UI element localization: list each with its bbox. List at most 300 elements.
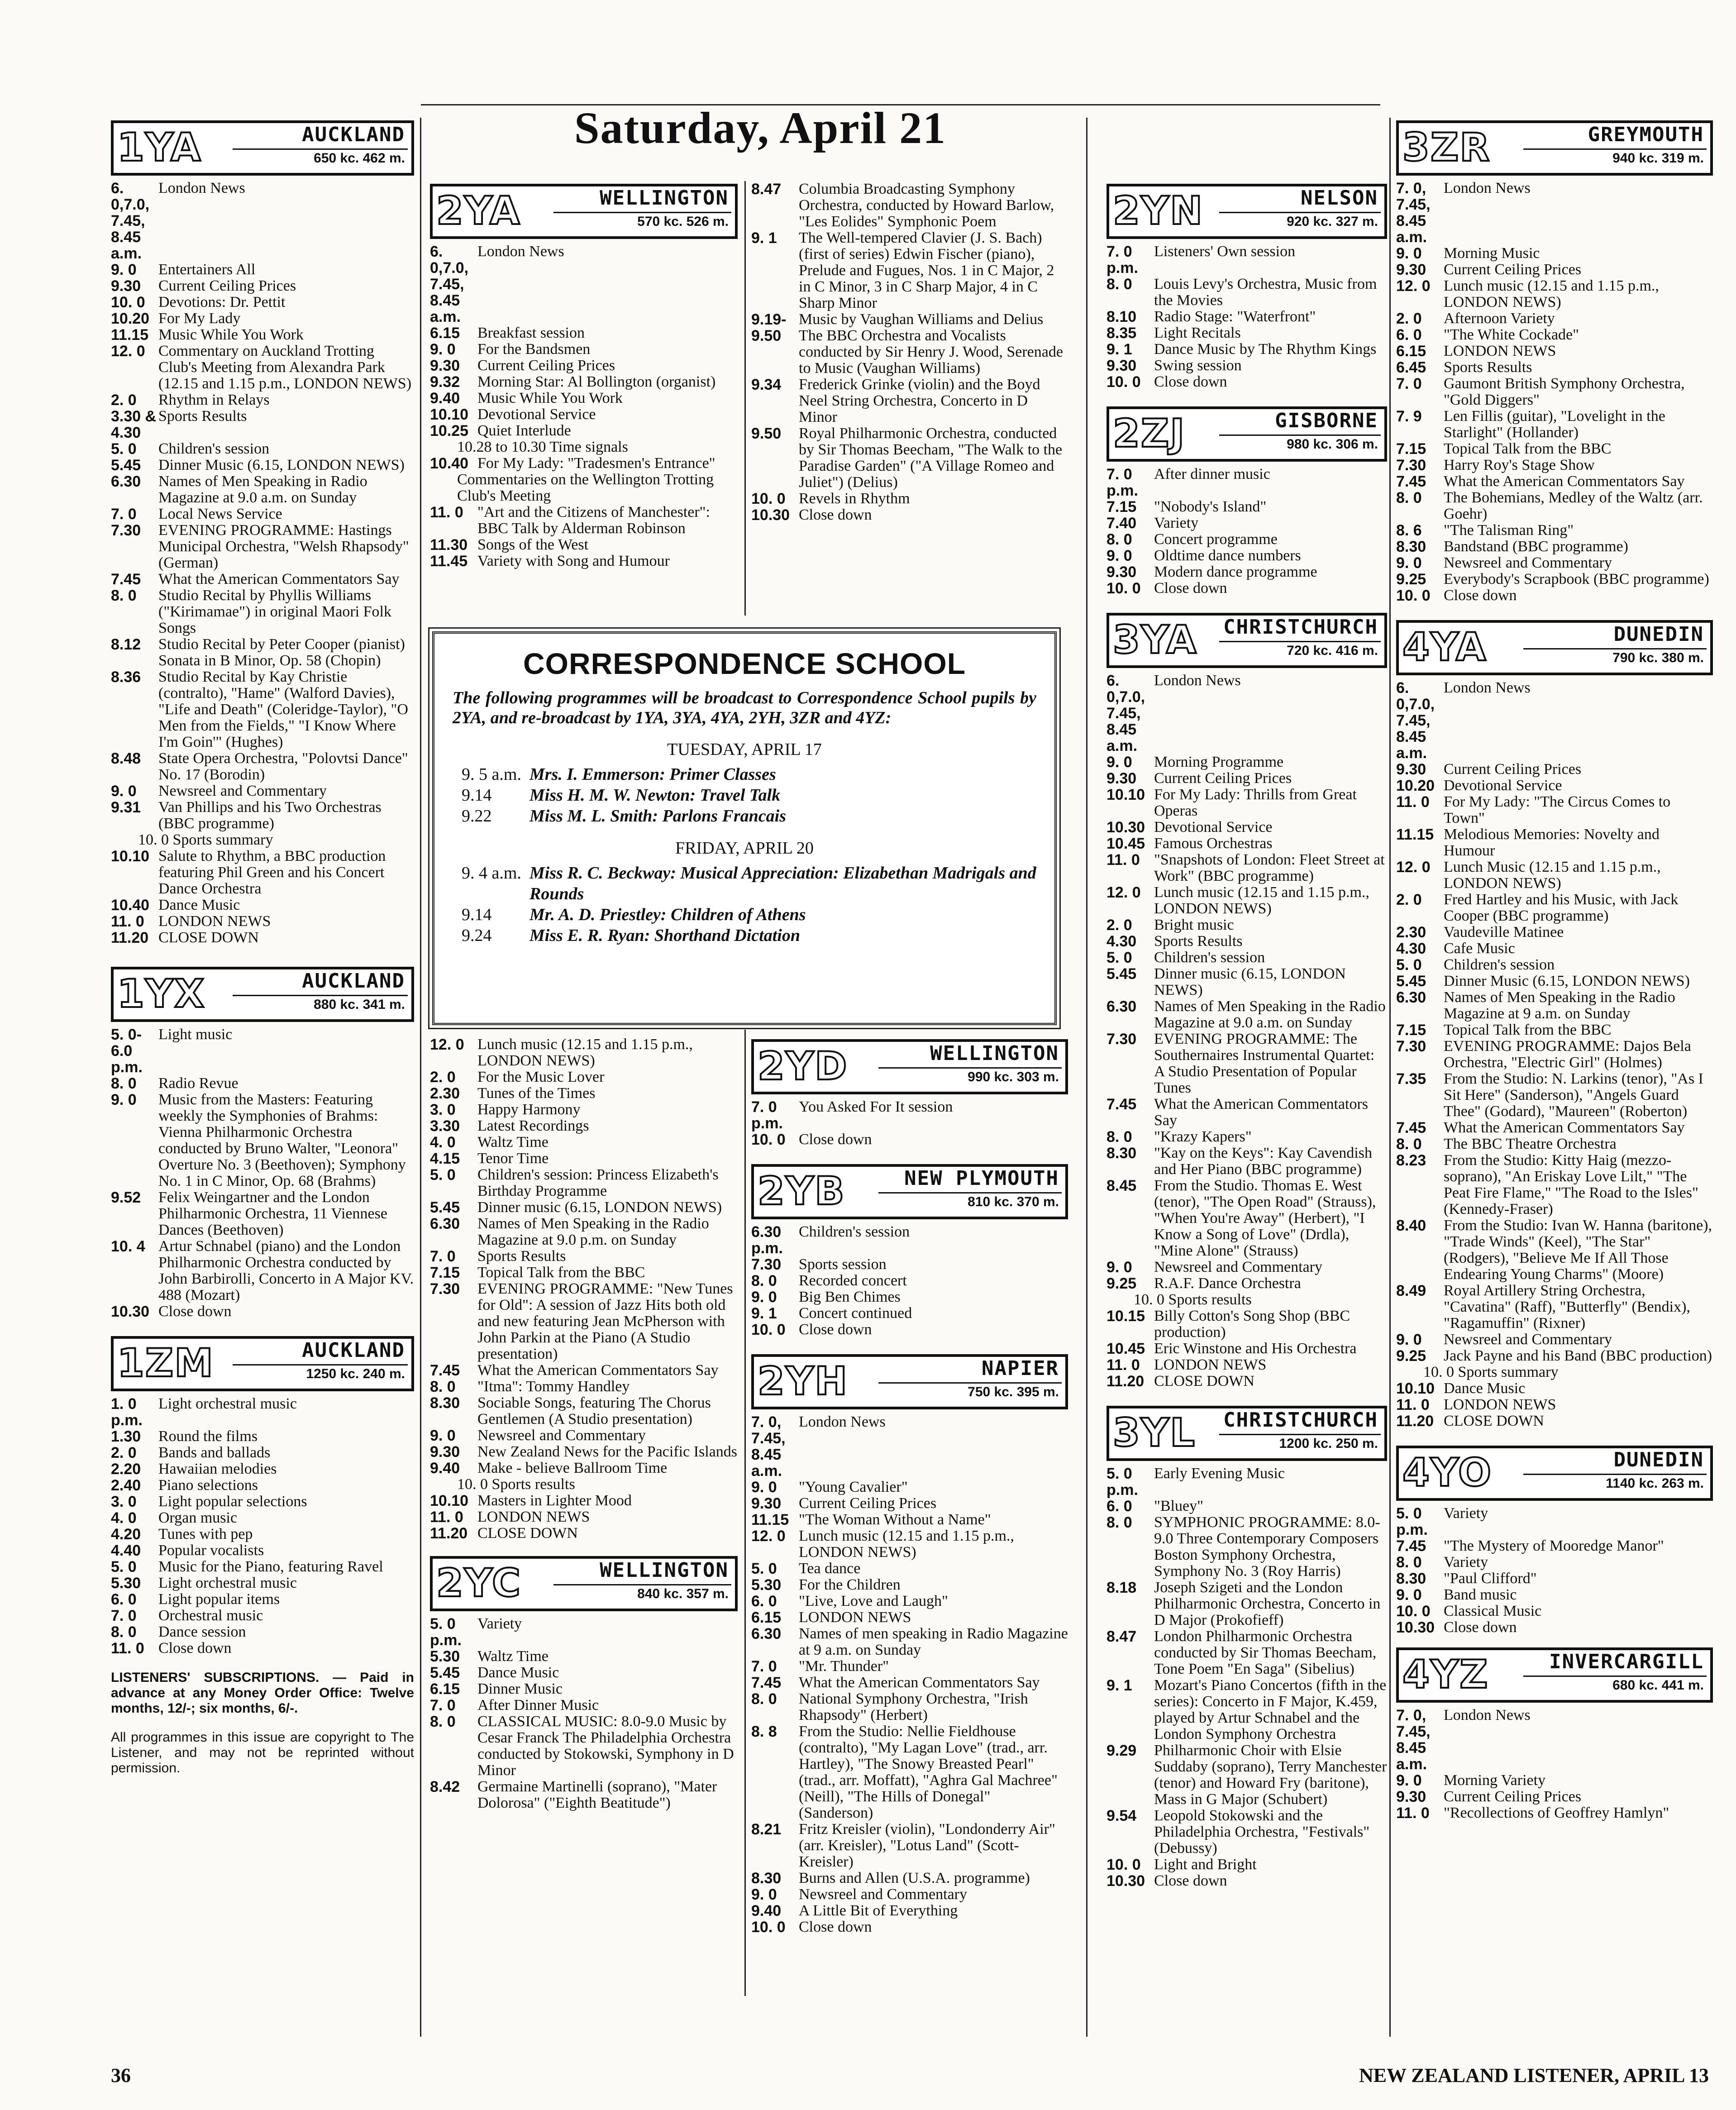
programme-time: 8.10 <box>1106 308 1137 325</box>
column-rule <box>744 1030 746 1996</box>
programme-description: Leopold Stokowski and the Philadelphia Orchestra, "Festivals" (Debussy) <box>1154 1807 1370 1857</box>
programme-time: 6.30 <box>430 1215 460 1232</box>
programme-item <box>111 343 414 392</box>
programme-item <box>430 1036 738 1069</box>
programme-description: Variety <box>477 1615 522 1632</box>
programme-time: 9.40 <box>430 1460 460 1477</box>
header-rule <box>1219 641 1381 642</box>
programme-time: 7.45 <box>1396 1119 1426 1136</box>
programme-time: 9. 1 <box>1106 341 1132 358</box>
programme-item <box>111 897 414 913</box>
programme-description: Morning Programme <box>1154 754 1284 770</box>
station-frequency: 810 kc. 370 m. <box>968 1194 1059 1209</box>
programme-item <box>111 392 414 408</box>
station-city: AUCKLAND <box>302 123 405 146</box>
programme-time: 10.10 <box>1106 786 1145 803</box>
header-rule <box>1219 434 1381 436</box>
programme-item <box>111 1445 414 1461</box>
programme-item <box>1396 1038 1713 1071</box>
programme-item <box>111 750 414 783</box>
station-2yn <box>1106 184 1387 390</box>
programme-item <box>751 1821 1068 1870</box>
programme-description: Dance Music by The Rhythm Kings <box>1154 341 1377 358</box>
programme-item <box>1106 754 1387 770</box>
programme-item <box>111 1477 414 1494</box>
programme-description: Children's session <box>1444 956 1555 973</box>
programme-time: 4. 0 <box>430 1134 456 1151</box>
programme-time: 6. 0,7.0, 7.45, 8.45 a.m. <box>111 180 150 262</box>
programme-item <box>751 1577 1068 1593</box>
programme-description: Louis Levy's Orchestra, Music from the Movies <box>1154 276 1377 309</box>
programme-time: 4.15 <box>430 1150 460 1167</box>
station-frequency: 1250 kc. 240 m. <box>306 1366 405 1381</box>
programme-description: For the Music Lover <box>477 1069 605 1085</box>
programme-time: 11. 0 <box>430 504 463 521</box>
programme-description: R.A.F. Dance Orchestra <box>1154 1275 1301 1292</box>
programme-description: What the American Commentators Say <box>1154 1096 1369 1129</box>
programme-time: 12. 0 <box>1396 277 1431 295</box>
programme-time: 7. 9 <box>1396 408 1422 425</box>
publication-line: NEW ZEALAND LISTENER, APRIL 13 <box>1359 2064 1709 2086</box>
station-1yx <box>111 967 414 1320</box>
programme-time: 10. 0 <box>751 1131 786 1148</box>
station-2ya <box>430 184 738 569</box>
programme-item <box>430 1379 738 1395</box>
column-1 <box>111 118 414 1776</box>
programme-time: 7.15 <box>1106 498 1137 516</box>
programme-item <box>751 1593 1068 1609</box>
programme-time: 4.30 <box>1396 940 1426 957</box>
programme-time: 8.30 <box>1396 538 1426 555</box>
station-call-sign: 3ZR <box>1402 125 1491 170</box>
programme-item <box>430 1460 738 1476</box>
programme-time: 9.40 <box>751 1902 782 1919</box>
programme-item <box>111 457 414 473</box>
programme-description: Revels in Rhythm <box>799 490 910 507</box>
programme-description: "The Talisman Ring" <box>1444 522 1574 539</box>
programme-time: 8. 6 <box>1396 522 1422 539</box>
correspondence-school-box <box>432 631 1057 1025</box>
programme-item <box>1106 1096 1387 1129</box>
programme-description: Piano selections <box>158 1477 258 1494</box>
programme-description: Music by Vaughan Williams and Delius The BBC Orchestra and Vocalists conducted by Sir Henry J. Wood, Serenade to Music (Vaughan Williams) <box>799 311 1063 377</box>
station-frequency: 790 kc. 380 m. <box>1612 650 1704 665</box>
station-2ya-continued <box>430 1036 738 1542</box>
programme-description: A Little Bit of Everything <box>799 1902 958 1919</box>
programme-item <box>1106 358 1387 374</box>
programme-time: 9.30 <box>1106 357 1137 374</box>
programme-description: National Symphony Orchestra, "Irish Rhapsody" (Herbert) <box>799 1690 1028 1723</box>
programme-item <box>751 1675 1068 1691</box>
programme-item <box>111 1303 414 1320</box>
programme-item <box>111 1238 414 1303</box>
programme-time: 11. 0 <box>1106 1356 1140 1374</box>
programme-description: Music for the Piano, featuring Ravel <box>158 1558 383 1575</box>
station-header <box>1106 613 1387 668</box>
programme-item <box>430 1134 738 1150</box>
station-city: GREYMOUTH <box>1588 123 1704 146</box>
programme-time: 10. 0 <box>751 490 786 507</box>
programme-description: Newsreel and Commentary <box>158 783 327 799</box>
programme-description: Children's session: Princess Elizabeth's Birthday Programme <box>477 1166 719 1199</box>
programme-time: 9.40 <box>430 390 460 407</box>
programme-item <box>111 294 414 310</box>
programme-description: Tea dance <box>799 1560 861 1577</box>
station-2zj <box>1106 406 1387 597</box>
programme-description: Lunch music (12.15 and 1.15 p.m., LONDON NEWS) <box>799 1528 1014 1561</box>
station-call-sign: 4YA <box>1402 625 1487 670</box>
programme-description: Songs of the West <box>477 536 589 553</box>
station-2yb <box>751 1164 1068 1338</box>
programme-time: 2. 0 <box>1396 891 1422 908</box>
programme-description: Vaudeville Matinee <box>1444 924 1564 940</box>
programme-description: Recorded concert <box>799 1272 907 1289</box>
programme-time: 8. 0 <box>111 1075 137 1092</box>
programme-item <box>111 278 414 294</box>
programme-description: Names of men speaking in Radio Magazine at 9 a.m. on Sunday <box>799 1625 1068 1658</box>
programme-item <box>751 1919 1068 1935</box>
programme-item <box>751 1626 1068 1658</box>
programme-description: Light music <box>158 1026 233 1043</box>
programme-description: Hawaiian melodies <box>158 1461 277 1477</box>
programme-description: Modern dance programme <box>1154 563 1317 580</box>
programme-description: Close down <box>1154 580 1227 597</box>
programme-description: Light orchestral music <box>158 1575 297 1591</box>
programme-description: What the American Commentators Say <box>799 1674 1040 1691</box>
programme-item <box>430 1069 738 1085</box>
programme-description: Everybody's Scrapbook (BBC programme) <box>1444 571 1709 587</box>
programme-description: London News <box>1444 679 1531 696</box>
programme-description: For the Bandsmen <box>477 341 591 358</box>
programme-description: "Itma": Tommy Handley <box>477 1378 630 1395</box>
programme-description: Fred Hartley and his Music, with Jack Cooper (BBC programme) <box>1444 891 1679 924</box>
programme-time: 5.30 <box>111 1575 141 1592</box>
programme-item <box>430 406 738 423</box>
programme-time: 11.15 <box>111 326 149 344</box>
programme-description: Columbia Broadcasting Symphony Orchestra, conducted by Howard Barlow, "Les Eolides" Symphonic Poem <box>799 181 1054 230</box>
programme-item <box>430 1493 738 1509</box>
column-rule <box>744 181 746 616</box>
programme-time: 11.20 <box>430 1525 468 1542</box>
programme-item <box>430 423 738 439</box>
programme-time: 11. 0 <box>1396 1396 1430 1413</box>
programme-description: Len Fillis (guitar), "Lovelight in the Starlight" (Hollander) <box>1444 408 1665 441</box>
programme-item <box>1106 1292 1387 1308</box>
station-call-sign: 3YA <box>1113 617 1197 663</box>
programme-time: 9. 0 <box>1396 1586 1422 1604</box>
programme-item <box>111 1396 414 1428</box>
programme-time: 7. 0 p.m. <box>1106 466 1138 499</box>
programme-time: 5. 0 <box>111 1558 137 1575</box>
programme-description: Philharmonic Choir with Elsie Suddaby (soprano), Terry Manchester (tenor) and Howard Fry (baritone), Mass in G Major (Schubert) <box>1154 1742 1387 1808</box>
programme-time: 9. 0 <box>111 261 137 278</box>
programme-item <box>1396 539 1713 555</box>
programme-time: 6.30 <box>751 1625 782 1642</box>
station-call-sign: 2YB <box>758 1169 845 1214</box>
programme-description: Newsreel and Commentary <box>1444 1331 1612 1348</box>
station-city: INVERCARGILL <box>1549 1650 1704 1673</box>
programme-description: For the Children <box>799 1576 901 1593</box>
programme-time: 8.30 <box>1106 1145 1137 1162</box>
programme-description: Rhythm in Relays <box>158 391 270 408</box>
programme-item <box>1106 564 1387 580</box>
programme-item <box>111 1624 414 1640</box>
programme-description: Lunch music (12.15 and 1.15 p.m., LONDON NEWS) <box>1444 277 1659 310</box>
programme-item <box>430 1199 738 1216</box>
programme-item <box>430 504 738 537</box>
programme-time: 8.45 <box>1106 1177 1137 1194</box>
programme-time: 8.36 <box>111 668 141 686</box>
header-rule <box>233 148 408 150</box>
programme-item <box>1396 973 1713 989</box>
programme-item <box>751 377 1068 425</box>
programme-item <box>1106 499 1387 515</box>
programme-time: 7. 0 <box>111 1607 137 1624</box>
programme-time: 11. 0 <box>111 1640 144 1657</box>
programme-description: Newsreel and Commentary <box>1444 554 1612 571</box>
programme-description: Light Recitals <box>1154 325 1241 341</box>
programme-time: 9.30 <box>751 1495 782 1512</box>
header-rule <box>553 1584 731 1585</box>
programme-description: Current Ceiling Prices <box>477 357 615 374</box>
programme-item <box>751 1886 1068 1903</box>
programme-item <box>430 1102 738 1118</box>
column-3-lower <box>751 1036 1068 1935</box>
programme-item <box>111 636 414 669</box>
programme-item <box>1106 950 1387 966</box>
programme-item <box>1396 1789 1713 1805</box>
programme-description: London News <box>799 1413 886 1430</box>
programme-time: 4.30 <box>1106 933 1137 950</box>
programme-time: 8.30 <box>430 1394 460 1412</box>
station-city: WELLINGTON <box>600 186 729 210</box>
programme-item <box>751 491 1068 507</box>
programme-item <box>1106 309 1387 325</box>
programme-time: 9. 1 <box>751 229 777 247</box>
programme-description: Current Ceiling Prices <box>1444 1788 1582 1805</box>
programme-item <box>751 181 1068 230</box>
programme-time: 10.30 <box>1106 1872 1145 1890</box>
programme-item <box>111 522 414 571</box>
station-2yc <box>430 1556 738 1811</box>
programme-item <box>430 1216 738 1248</box>
correspondence-item <box>434 764 1054 785</box>
programme-item <box>111 1542 414 1559</box>
programme-item <box>1106 1308 1387 1341</box>
programme-time: 11.30 <box>430 536 468 554</box>
programme-item <box>430 243 738 325</box>
programme-item <box>1396 1805 1713 1821</box>
correspondence-time: 9. 4 a.m. <box>462 864 521 883</box>
programme-description: Studio Recital by Phyllis Williams ("Kirimamae") in original Maori Folk Songs <box>158 587 391 636</box>
programme-item <box>1396 1120 1713 1136</box>
programme-item <box>751 1723 1068 1821</box>
programme-item <box>430 1150 738 1167</box>
station-3zr <box>1396 120 1713 604</box>
programme-time: 10. 4 <box>111 1238 145 1255</box>
programme-description: Morning Music <box>1444 245 1540 262</box>
programme-item <box>1396 343 1713 359</box>
programme-description: Tenor Time <box>477 1150 549 1167</box>
programme-item <box>111 1075 414 1092</box>
programme-item <box>111 1494 414 1510</box>
programme-time: 8.42 <box>430 1778 460 1795</box>
programme-time: 9.30 <box>430 357 460 374</box>
programme-description: Light popular selections <box>158 1493 307 1510</box>
programme-time: 9.25 <box>1106 1275 1137 1292</box>
programme-description: London News <box>477 243 564 260</box>
correspondence-item <box>434 785 1054 806</box>
programme-description: Devotions: Dr. Pettit <box>158 294 286 310</box>
programme-time: 5.30 <box>430 1648 460 1665</box>
station-call-sign: 2YH <box>758 1359 849 1404</box>
programme-item <box>111 930 414 946</box>
programme-time: 8. 0 <box>1396 1554 1422 1571</box>
programme-time: 10. 0 <box>111 294 145 311</box>
station-header <box>751 1164 1068 1219</box>
programme-description: The BBC Theatre Orchestra <box>1444 1136 1617 1152</box>
programme-description: Quiet Interlude <box>477 422 571 439</box>
programme-item <box>751 507 1068 523</box>
station-call-sign: 4YO <box>1402 1450 1493 1495</box>
programme-description: Famous Orchestras <box>1154 835 1273 852</box>
programme-time: 9. 1 <box>1106 1677 1132 1694</box>
programme-item <box>1396 262 1713 278</box>
programme-time: 8.18 <box>1106 1579 1137 1596</box>
programme-item <box>1396 859 1713 892</box>
programme-description: Local News Service <box>158 506 282 522</box>
station-header <box>111 967 414 1022</box>
programme-item <box>430 1362 738 1379</box>
header-rule <box>233 995 408 996</box>
programme-item <box>1396 522 1713 539</box>
programme-description: Royal Artillery String Orchestra, "Cavatina" (Raff), "Butterfly" (Bendix), "Ragamuffin" (Rixner) <box>1444 1282 1690 1332</box>
programme-description: Eric Winstone and His Orchestra <box>1154 1340 1357 1357</box>
programme-item <box>1396 327 1713 343</box>
programme-item <box>1106 580 1387 597</box>
programme-time: 9. 0 <box>1106 754 1132 771</box>
column-2-lower <box>430 1036 738 1811</box>
programme-description: CLASSICAL MUSIC: 8.0-9.0 Music by Cesar Franck The Philadelphia Orchestra conducted by Stokowski, Symphony in D Minor <box>477 1713 734 1779</box>
programme-time: 1.30 <box>111 1428 141 1445</box>
programme-description: Children's session <box>1154 949 1265 966</box>
programme-item <box>111 262 414 278</box>
programme-description: Radio Stage: "Waterfront" <box>1154 308 1316 325</box>
programme-description: Burns and Allen (U.S.A. programme) <box>799 1870 1030 1886</box>
programme-time: 8.49 <box>1396 1282 1426 1299</box>
programme-time: 9. 0 <box>751 1479 777 1496</box>
programme-description: London News <box>1154 672 1241 689</box>
programme-description: "Snapshots of London: Fleet Street at Work" (BBC programme) <box>1154 851 1385 884</box>
station-city: NELSON <box>1301 186 1378 210</box>
programme-time: 9. 0 <box>751 1289 777 1306</box>
programme-time: 6.15 <box>751 1609 782 1626</box>
programme-time: 1. 0 p.m. <box>111 1395 143 1429</box>
station-header <box>1106 406 1387 462</box>
programme-description: Germaine Martinelli (soprano), "Mater Dolorosa" ("Eighth Beatitude") <box>477 1778 717 1811</box>
programme-description: Waltz Time <box>477 1134 548 1150</box>
programme-time: 7.15 <box>430 1264 460 1281</box>
programme-description: Oldtime dance numbers <box>1154 547 1301 564</box>
programme-item <box>111 1189 414 1238</box>
station-2yh <box>751 1354 1068 1935</box>
programme-time: 5. 0 p.m. <box>430 1615 462 1649</box>
programme-time: 10.45 <box>1106 835 1145 852</box>
station-frequency: 920 kc. 327 m. <box>1287 214 1378 229</box>
programme-time: 11.45 <box>430 553 468 570</box>
programme-time: 12. 0 <box>1106 884 1141 901</box>
programme-item <box>1396 794 1713 826</box>
programme-item <box>1106 998 1387 1031</box>
programme-description: Dance session <box>158 1623 246 1640</box>
programme-description: LONDON NEWS <box>1154 1356 1267 1373</box>
programme-description: Bright music <box>1154 917 1234 933</box>
programme-time: 10. 0 <box>1396 587 1431 604</box>
programme-time: 10. 0 <box>1106 580 1141 597</box>
programme-time: 9.34 <box>751 376 782 393</box>
correspondence-item <box>434 806 1054 826</box>
programme-time: 6.30 <box>1396 989 1426 1006</box>
station-header <box>1396 620 1713 675</box>
programme-description: Close down <box>1444 1619 1517 1636</box>
programme-item <box>430 537 738 553</box>
programme-item <box>430 358 738 374</box>
programme-item <box>111 1559 414 1575</box>
station-city: AUCKLAND <box>302 1339 405 1362</box>
programme-description: For My Lady <box>158 310 241 327</box>
programme-time: 6.30 p.m. <box>751 1223 783 1257</box>
programme-time: 10.15 <box>1106 1308 1145 1325</box>
programme-description: Sports Results <box>1444 359 1532 376</box>
programme-time: 5.45 <box>430 1199 460 1216</box>
programme-item <box>111 913 414 930</box>
programme-description: Names of Men Speaking in the Radio Magazine at 9.0 p.m. on Sunday <box>477 1215 709 1248</box>
programme-item <box>1396 245 1713 262</box>
programme-item <box>751 311 1068 377</box>
programme-description: Organ music <box>158 1509 238 1526</box>
programme-description: Light and Bright <box>1154 1856 1257 1873</box>
programme-description: Dance Music <box>158 897 240 913</box>
programme-time: 6. 0,7.0, 7.45, 8.45 a.m. <box>1106 672 1145 754</box>
programme-time: 10.10 <box>430 1492 469 1509</box>
programme-item <box>751 1099 1068 1131</box>
programme-time: 7.30 <box>1396 457 1426 474</box>
programme-item <box>751 1305 1068 1322</box>
programme-time: 8. 8 <box>751 1723 777 1740</box>
programme-description: Music from the Masters: Featuring weekly the Symphonies of Brahms: Vienna Philharmonic Orchestra conducted by Bruno Walter, "Leonora" Overture No. 3 (Beethoven); Symphony No. 1 in C Minor, Op. 68 (Brahms) <box>158 1091 406 1189</box>
programme-description: Make - believe Ballroom Time <box>477 1460 668 1476</box>
programme-time: 7. 0 p.m. <box>751 1098 783 1132</box>
programme-item <box>1396 1022 1713 1038</box>
programme-description: Devotional Service <box>1444 777 1562 794</box>
header-rule <box>1523 1676 1707 1677</box>
programme-time: 9. 0 <box>1396 245 1422 262</box>
programme-item <box>1396 1619 1713 1636</box>
programme-item <box>430 1395 738 1427</box>
programme-item <box>1106 548 1387 564</box>
programme-time: 8.35 <box>1106 325 1137 342</box>
station-4ya <box>1396 620 1713 1429</box>
programme-time: 8. 0 <box>111 587 137 604</box>
programme-item <box>1396 1283 1713 1332</box>
programme-item <box>111 669 414 750</box>
header-rule <box>1219 212 1381 213</box>
programme-item <box>1396 1217 1713 1283</box>
station-header <box>1396 120 1713 176</box>
programme-item <box>430 1427 738 1444</box>
programme-item <box>430 1616 738 1648</box>
programme-description: The Bohemians, Medley of the Waltz (arr. Goehr) <box>1444 489 1703 522</box>
